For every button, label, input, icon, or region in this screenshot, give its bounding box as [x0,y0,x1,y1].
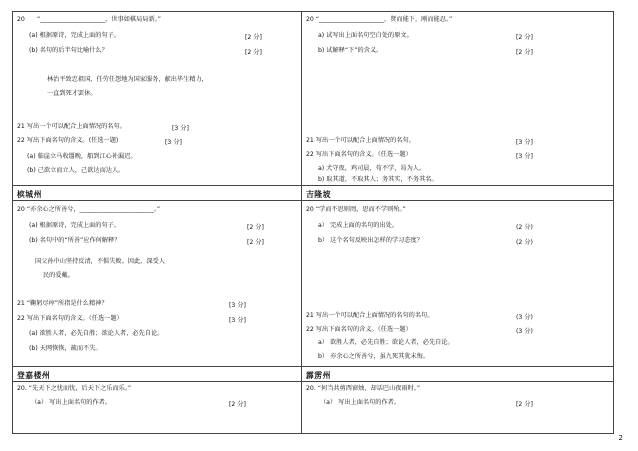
question-20b: b) 试解释“下”的含义。 [318,47,383,54]
row-divider-4 [13,381,613,382]
question-21: 21 写出一个可以配合上面情况的名句的名句。 [306,312,434,319]
question-22a: a) 犬守夜，鸡司晨，苟不学，曷为人。 [318,165,426,172]
question-22b: b) 取其道，不取其人；务其实，不务其名。 [318,176,438,183]
exam-sheet [12,11,614,434]
mark-21: (3 分) [516,314,533,321]
section-heading-perak: 霹雳州 [306,371,331,380]
mark-20a: [2 分] [229,401,246,408]
question-20-text: 20 “亦余心之所善兮，________________________。” [17,206,161,213]
mark-20a: [2 分] [516,34,533,41]
mark-21: [3 分] [229,302,246,309]
question-21: 21 写出一个可以配合上面情况的名句。 [306,137,415,144]
question-22b: b） 亦余心之所善兮，虽九死其犹未悔。 [318,353,430,360]
row-divider-2 [13,200,613,201]
section-heading-penang: 槟城州 [17,190,42,199]
question-20a: (a) 根据原诗，完成上面的句子。 [29,222,121,229]
mark-22: (3 分) [516,328,533,335]
question-20b: b） 这个名句反映出怎样的学习态度？ [318,237,423,244]
column-divider [301,12,302,433]
question-21: 21 “鞠躬尽瘁”所指是什么精神？ [17,300,108,307]
mark-21: [3 分] [172,125,189,132]
mark-22: [3 分] [165,139,182,146]
question-20a: (a) 根据原诗，完成上面的句子。 [29,32,121,39]
mark-20a: [2 分] [516,401,533,408]
question-22b: (b) 天网恢恢，疏而不失。 [29,345,102,352]
question-21: 21 写出一个可以配合上面情况的名句。 [17,123,126,130]
question-20-text: 20. “先天下之忧而忧，后天下之乐而乐。” [17,385,132,392]
question-22b: (b) 己欲立而立人，己欲达而达人。 [27,167,125,174]
mark-20b: [2 分] [247,239,264,246]
mark-20b: [2 分] [516,49,533,56]
row-divider-1 [13,185,613,186]
question-22: 22 写出下面名句的含义。(任选一题) [17,137,119,144]
question-20b: (b) 名句的后半句比喻什么？ [29,47,108,54]
question-20a: a) 试写出上面名句空白处的原文。 [318,32,413,39]
question-20a: （a） 写出上面名句的作者。 [320,399,401,406]
mark-20b: [2 分] [245,49,262,56]
question-20-text: 20. “何当共剪西窗烛，却话巴山夜雨时。” [306,385,421,392]
question-20a: a） 完成上面的名句的出处。 [318,222,399,229]
question-22: 22 写出下面名句的含义。（任选一题） [306,151,412,158]
mark-20b: (2 分) [516,239,533,246]
section-heading-terengganu: 登嘉楼州 [17,371,51,380]
question-20-text: “_____________________，世事如棋局局新。” [37,16,161,23]
passage-line-2: 一直到死才罢休。 [47,90,97,97]
question-20-text: 20 “_____________________，贤而能下，刚而能忍。” [306,16,453,23]
page-number: 2 [618,434,623,442]
question-22a: (a) 临崖立马收缰晚，船到江心补漏迟。 [27,153,137,160]
mark-22: [3 分] [229,317,246,324]
question-22a: a） 欲胜人者，必先自胜；欲论人者，必先自论。 [318,339,454,346]
passage-line-1: 林治平致忠祖国，任劳任怨地为国家服务，献出毕生精力， [47,76,208,83]
mark-20a: (2 分) [516,224,533,231]
question-22a: (a) 欲胜人者，必先自胜；欲论人者，必先自论。 [29,330,164,337]
question-22: 22 写出下面名句的含义。（任选一题） [306,326,412,333]
mark-20a: [2 分] [245,34,262,41]
question-22: 22 写出下面名句的含义。（任选一题） [17,315,123,322]
passage-line-1: 国父孙中山坚持反清，不惧失败。因此，深受人 [35,258,165,265]
mark-20a: [2 分] [247,224,264,231]
question-20b: (b) 名句中的“所善”应作何解释？ [29,237,121,244]
passage-line-2: 民的爱戴。 [43,272,74,279]
row-divider-3 [13,366,613,367]
question-number: 20 [17,16,25,23]
question-20a: （a） 写出上面名句的作者。 [31,399,112,406]
mark-22: [3 分] [516,153,533,160]
question-20-text: 20 “学而不思则罔，思而不学则殆。” [306,206,406,213]
section-heading-kl: 吉隆坡 [306,190,331,199]
mark-21: [3 分] [516,139,533,146]
